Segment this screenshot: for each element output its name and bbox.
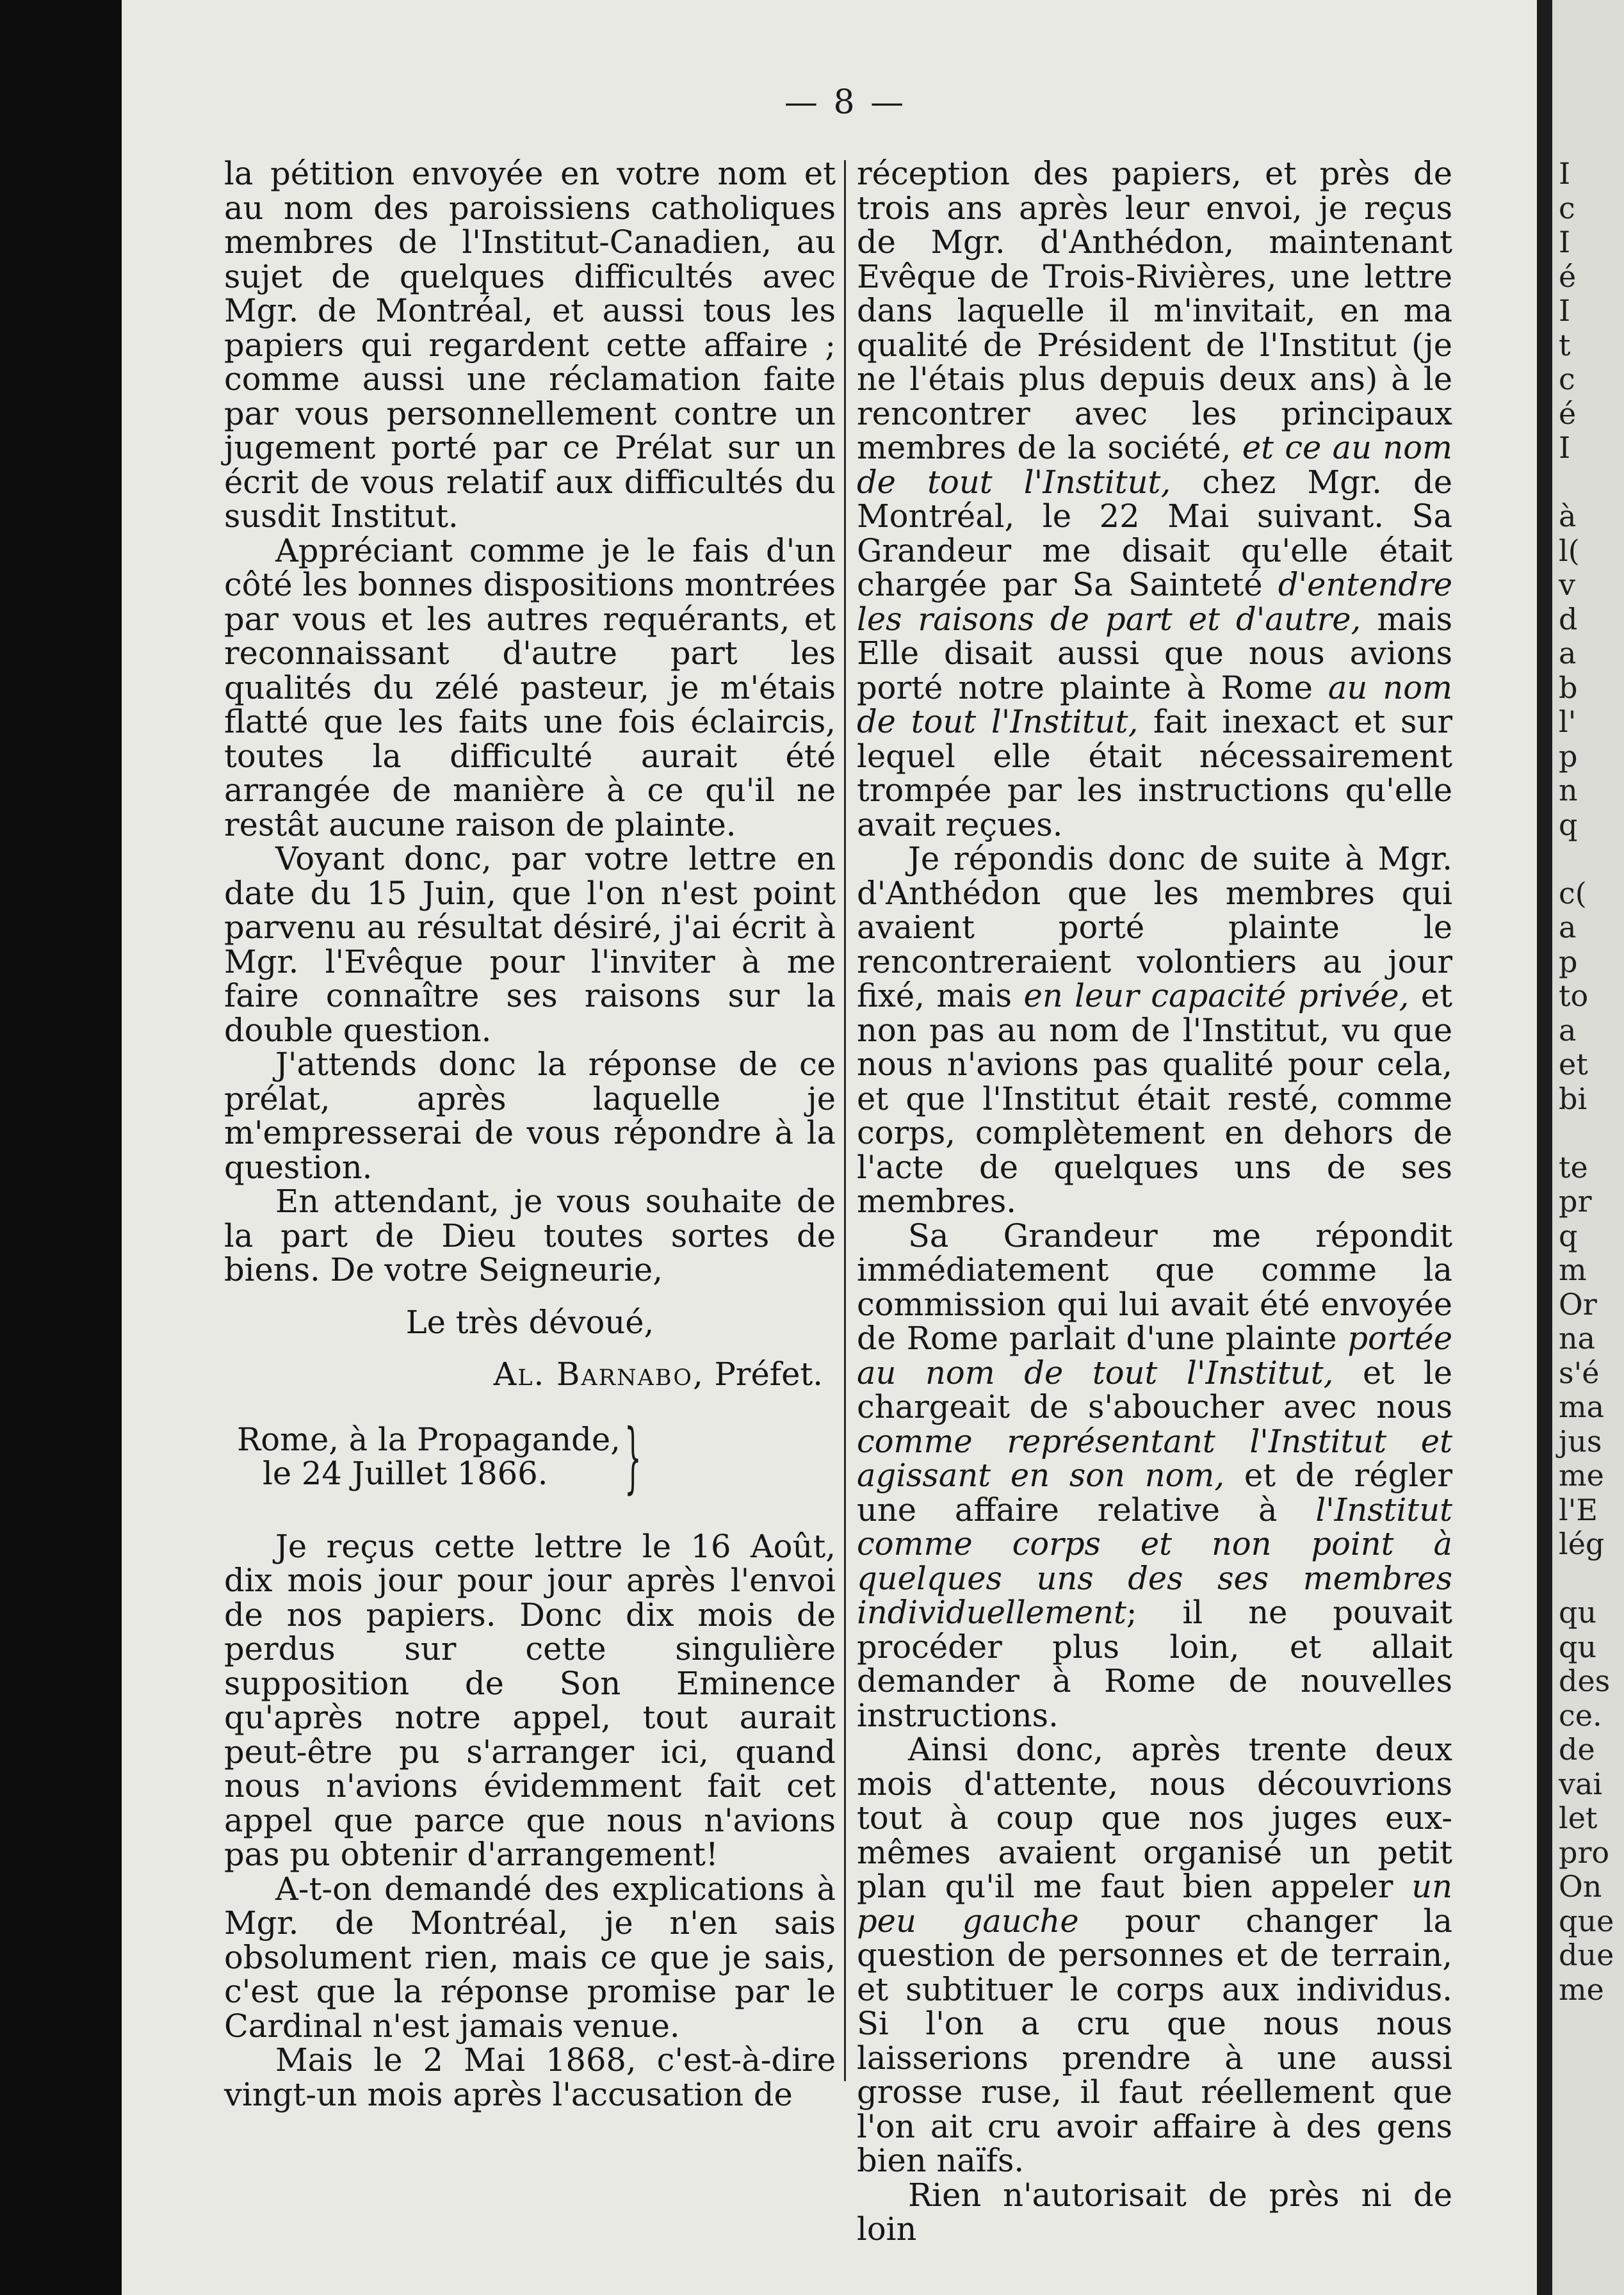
adjacent-page-line: t (1559, 327, 1571, 362)
italic-run: au nom de tout l'Institut, (857, 669, 1452, 740)
paragraph: Appréciant comme je le fais d'un côté les bonnes dispositions montrées par vous et les autres requérants, et reconnaissant d'autre part les qualités du zélé pasteur, je m'étais flatté que les faits une fois éclaircis, toutes la difficulté aurait été arrangée de manière à ce qu'il ne restât aucune raison de plainte. (224, 531, 836, 843)
adjacent-page-line: l'E (1559, 1492, 1598, 1527)
paragraph: Mais le 2 Mai 1868, c'est-à-dire vingt-un mois après l'accusation de (224, 2041, 836, 2113)
italic-run: portée au nom de tout l'Institut, (857, 1320, 1452, 1391)
column-divider (844, 160, 846, 2081)
paragraph: la pétition envoyée en votre nom et au nom des paroissiens catholiques membres de l'Institut-Canadien, au sujet de quelques difficultés avec Mgr. de Montréal, et aussi tous les papiers qui regardent cette affaire ; comme aussi une réclamation faite par vous personnellement contre un jugement porté par ce Prélat sur un écrit de vous relatif aux difficultés du susdit Institut. (224, 155, 836, 535)
italic-run: et ce au nom de tout l'Institut, (857, 429, 1452, 501)
adjacent-page-line: c (1559, 190, 1575, 225)
adjacent-page-line: I (1559, 293, 1571, 328)
left-column (224, 157, 836, 2112)
adjacent-page-line: p (1559, 738, 1578, 774)
adjacent-page-line: c (1559, 362, 1575, 396)
adjacent-page-line: c( (1559, 875, 1587, 911)
adjacent-page-line: me (1559, 1972, 1604, 2007)
text-run: Ainsi donc, après trente deux mois d'attente, nous découvrions tout à coup que nos juges eux-mêmes avaient organisé un petit plan qu'il me faut bien appeler (857, 1731, 1452, 1905)
adjacent-page-line: qu (1559, 1595, 1597, 1630)
paragraph: A-t-on demandé des explications à Mgr. de Montréal, je n'en sais obsolument rien, mais ce que je sais, c'est que la réponse promise par le Cardinal n'est jamais venue. (224, 1870, 836, 2045)
adjacent-page-line: que (1559, 1903, 1614, 1938)
adjacent-page-line: p (1559, 944, 1578, 979)
text-run: pour changer la question de personnes et de terrain, et subtituer le corps aux individus. Si l'on a cru que nous nous laisserions prendre à une aussi grosse ruse, il faut réellement que l'on ait cru avoir affaire à des gens bien naïfs. (857, 1902, 1452, 2179)
adjacent-page-line: é (1559, 396, 1577, 431)
text-run: Je répondis donc de suite à Mgr. d'Anthédon que les membres qui avaient porté plainte le rencontreraient volontiers au jour fixé, mais (857, 840, 1452, 1014)
adjacent-page-line: to (1559, 978, 1589, 1013)
adjacent-page-line: a (1559, 910, 1577, 945)
adjacent-page-line (1552, 466, 1614, 500)
adjacent-page-line: vai (1559, 1766, 1603, 1801)
adjacent-page-line: due (1559, 1938, 1614, 1972)
letter-dateline (224, 1413, 836, 1502)
dateline-line-1: Rome, à la Propagande, (237, 1420, 621, 1458)
text-run: Sa Grandeur me répondit immédiatement que comme la commission qui lui avait été envoyée de Rome parlait d'une plainte (857, 1217, 1452, 1357)
text-run: chez Mgr. de Montréal, le 22 Mai suivant. Sa Grandeur me disait qu'elle était chargée par Sa Sainteté (857, 463, 1452, 603)
adjacent-page-line: me (1559, 1458, 1604, 1493)
right-column (857, 157, 1452, 2247)
adjacent-page-line: a (1559, 1012, 1577, 1048)
adjacent-page-line: q (1559, 807, 1578, 842)
page-number: — 8 — (784, 83, 907, 122)
paragraph: Rien n'autorisait de près ni de loin (857, 2176, 1452, 2248)
adjacent-page-line: a (1559, 636, 1577, 670)
adjacent-page-line: é (1559, 259, 1577, 294)
italic-run: en leur capacité privée, (1023, 977, 1409, 1014)
adjacent-page-line: On (1559, 1869, 1602, 1904)
paragraph (857, 1219, 1452, 1733)
adjacent-page-line: lég (1559, 1527, 1605, 1561)
adjacent-page-line: l' (1559, 704, 1577, 739)
adjacent-page-line: et (1559, 1047, 1588, 1082)
scan-left-border (0, 0, 122, 2295)
adjacent-page-line: I (1559, 156, 1571, 191)
adjacent-page-text (1552, 157, 1614, 2007)
page-gutter (1537, 0, 1552, 2295)
text-run: et de régler une affaire relative à (857, 1457, 1452, 1529)
adjacent-page-line (1552, 1116, 1614, 1151)
italic-run: comme représentant l'Institut et agissant en son nom, (857, 1422, 1452, 1494)
paragraph (857, 157, 1452, 842)
italic-run: l'Institut comme corps et non point à quelques uns des ses membres individuellement (857, 1491, 1452, 1631)
adjacent-page-line: na (1559, 1321, 1596, 1356)
adjacent-page-line: I (1559, 225, 1571, 259)
adjacent-page-line: m (1559, 1253, 1587, 1287)
letter-signature (224, 1358, 836, 1392)
brace-glyph: } (624, 1413, 642, 1502)
paragraph (857, 842, 1452, 1219)
adjacent-page-line: q (1559, 1218, 1578, 1253)
adjacent-page-line: pr (1559, 1184, 1592, 1219)
text-run: fait inexact et sur lequel elle était nécessairement trompée par les instructions qu'elle avait reçues. (857, 703, 1452, 843)
adjacent-page-line: Or (1559, 1286, 1597, 1322)
adjacent-page-line: v (1559, 567, 1575, 602)
signature-name: Al. Barnabo, (493, 1356, 704, 1393)
adjacent-page-line: d (1559, 601, 1578, 637)
letter-closing: Le très dévoué, (405, 1303, 654, 1341)
text-run: et non pas au nom de l'Institut, vu que nous n'avions pas qualité pour cela, et que l'Institut était resté, comme corps, complètement en dehors de l'acte de quelques uns de ses membres. (857, 977, 1453, 1220)
adjacent-page-line: qu (1559, 1629, 1597, 1664)
adjacent-page-line: te (1559, 1149, 1588, 1185)
text-run: ; il ne pouvait procéder plus loin, et allait demander à Rome de nouvelles instructions. (857, 1594, 1452, 1734)
adjacent-page-line: ma (1559, 1390, 1605, 1424)
text-run: réception des papiers, et près de trois ans après leur envoi, je reçus de Mgr. d'Anthédon, maintenant Evêque de Trois-Rivières, une lettre dans laquelle il m'invitait, en ma qualité de Président de l'Institut (je ne l'étais plus depuis deux ans) à le rencontrer avec les principaux membres de la société, (857, 155, 1452, 466)
adjacent-page-line: des (1559, 1664, 1611, 1698)
adjacent-page-line: I (1559, 430, 1571, 465)
adjacent-page-line: let (1559, 1801, 1598, 1835)
adjacent-page-line (1552, 1562, 1614, 1596)
adjacent-page-line: pro (1559, 1835, 1610, 1870)
text-run: et le chargeait de s'aboucher avec nous (857, 1354, 1453, 1425)
adjacent-page-line: l( (1559, 533, 1580, 568)
italic-run: un peu gauche (857, 1868, 1452, 1940)
signature-title: Préfet. (714, 1356, 823, 1393)
paragraph: Je reçus cette lettre le 16 Août, dix mois jour pour jour après l'envoi de nos papiers. Donc dix mois de perdus sur cette singulière supposition de Son Eminence qu'après notre appel, tout aurait peut-être pu s'arranger ici, quand nous n'avions évidemment fait cet appel que parce que nous n'avions pas pu obtenir d'arrangement! (224, 1527, 836, 1873)
dateline-line-2: le 24 Juillet 1866. (263, 1455, 548, 1492)
italic-run: d'entendre les raisons de part et d'autre, (857, 566, 1452, 638)
adjacent-page-line: jus (1559, 1423, 1602, 1459)
adjacent-page-edge (1552, 0, 1624, 2295)
paragraph: En attendant, je vous souhaite de la part de Dieu toutes sortes de biens. De votre Seigneurie, (224, 1183, 836, 1288)
adjacent-page-line: b (1559, 670, 1578, 705)
adjacent-page-line: n (1559, 773, 1578, 807)
adjacent-page-line: à (1559, 499, 1577, 533)
text-run: mais Elle disait aussi que nous avions porté notre plainte à Rome (857, 600, 1452, 706)
adjacent-page-line: s'é (1559, 1355, 1600, 1390)
adjacent-page-line: de (1559, 1732, 1595, 1767)
adjacent-page-line (1552, 842, 1614, 877)
paragraph: Voyant donc, par votre lettre en date du 15 Juin, que l'on n'est point parvenu au résultat désiré, j'ai écrit à Mgr. l'Evêque pour l'inviter à me faire connaître ses raisons sur la double question. (224, 840, 836, 1049)
adjacent-page-line: bi (1559, 1081, 1587, 1116)
paragraph (857, 1733, 1452, 2178)
paragraph: J'attends donc la réponse de ce prélat, après laquelle je m'empresserai de vous répondre à la question. (224, 1046, 836, 1186)
adjacent-page-line: ce. (1559, 1698, 1602, 1733)
